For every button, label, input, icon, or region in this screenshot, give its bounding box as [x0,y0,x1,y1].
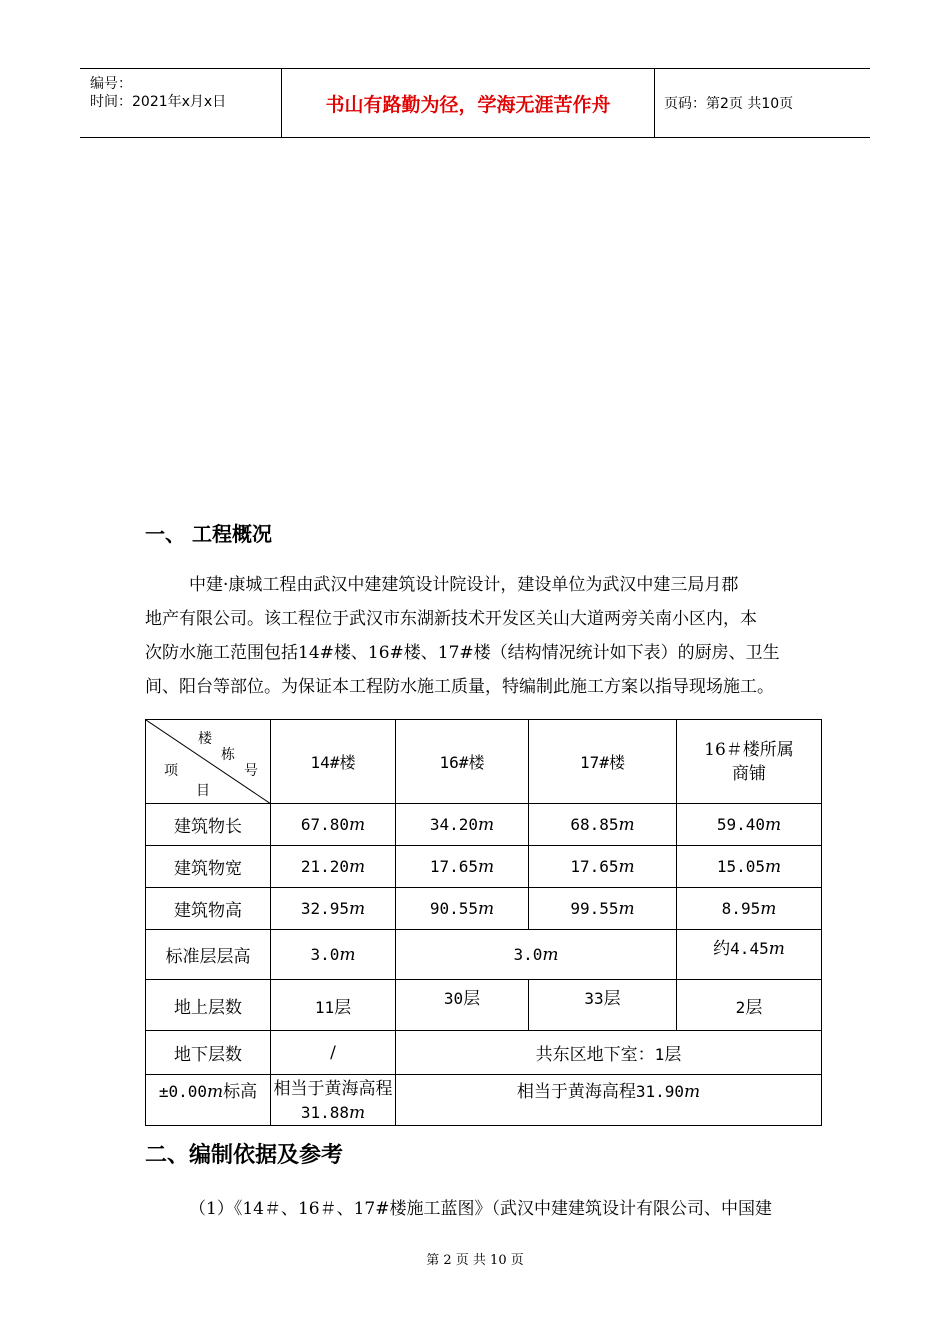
table-row-width: 建筑物宽 21.20m 17.65m 17.65m 15.05m [146,846,822,888]
paragraph-line: （1）《14＃、16＃、17#楼施工蓝图》（武汉中建建筑设计有限公司、中国建 [189,1199,772,1219]
header-divider [281,69,282,137]
paragraph-line: 地产有限公司。该工程位于武汉市东湖新技术开发区关山大道两旁关南小区内，本 [145,609,757,629]
table-row-elevation: ±0.00m标高 相当于黄海高程 31.88m 相当于黄海高程31.90m [146,1075,822,1126]
corner-mu: 目 [196,783,210,799]
corner-xiang: 项 [164,763,178,779]
column-header-16: 16#楼 [396,720,529,804]
table-row-height: 建筑物高 32.95m 90.55m 99.55m 8.95m [146,888,822,930]
column-header-17: 17#楼 [529,720,677,804]
section1-title: 一、 工程概况 [145,522,272,546]
column-header-14: 14#楼 [271,720,396,804]
paragraph-line: 次防水施工范围包括14#楼、16#楼、17#楼（结构情况统计如下表）的厨房、卫生 [145,643,780,663]
table-row-above-floors: 地上层数 11层 30层 33层 2层 [146,980,822,1031]
section2-paragraph [145,1192,845,1226]
corner-lou: 楼 [198,731,212,747]
page-header [80,68,870,138]
section2-title: 二、编制依据及参考 [145,1143,344,1168]
building-stats-table [145,719,822,1126]
table-row-length: 建筑物长 67.80m 34.20m 68.85m 59.40m [146,804,822,846]
code-label: 编号： [90,76,132,92]
header-page-info: 页码：第2页 共10页 [664,96,794,112]
header-motto: 书山有路勤为径，学海无涯苦作舟 [325,93,611,116]
paragraph-line: 中建·康城工程由武汉中建建筑设计院设计，建设单位为武汉中建三局月郡 [189,575,739,595]
page-footer: 第 2 页 共 10 页 [426,1253,524,1268]
corner-hao: 号 [244,763,258,779]
header-meta [80,69,282,137]
time-label: 时间：2021年x月x日 [90,94,227,110]
section1-paragraph [145,568,845,704]
header-divider [654,69,655,137]
table-row-below-floors: 地下层数 / 共东区地下室：1层 [146,1031,822,1075]
table-corner-header [146,720,271,804]
table-row-floor-height: 标准层层高 3.0m 3.0m 约4.45m [146,930,822,980]
paragraph-line: 间、阳台等部位。为保证本工程防水施工质量，特编制此施工方案以指导现场施工。 [145,677,774,697]
column-header-shop: 16＃楼所属 商铺 [677,720,822,804]
corner-dong: 栋 [221,747,235,763]
